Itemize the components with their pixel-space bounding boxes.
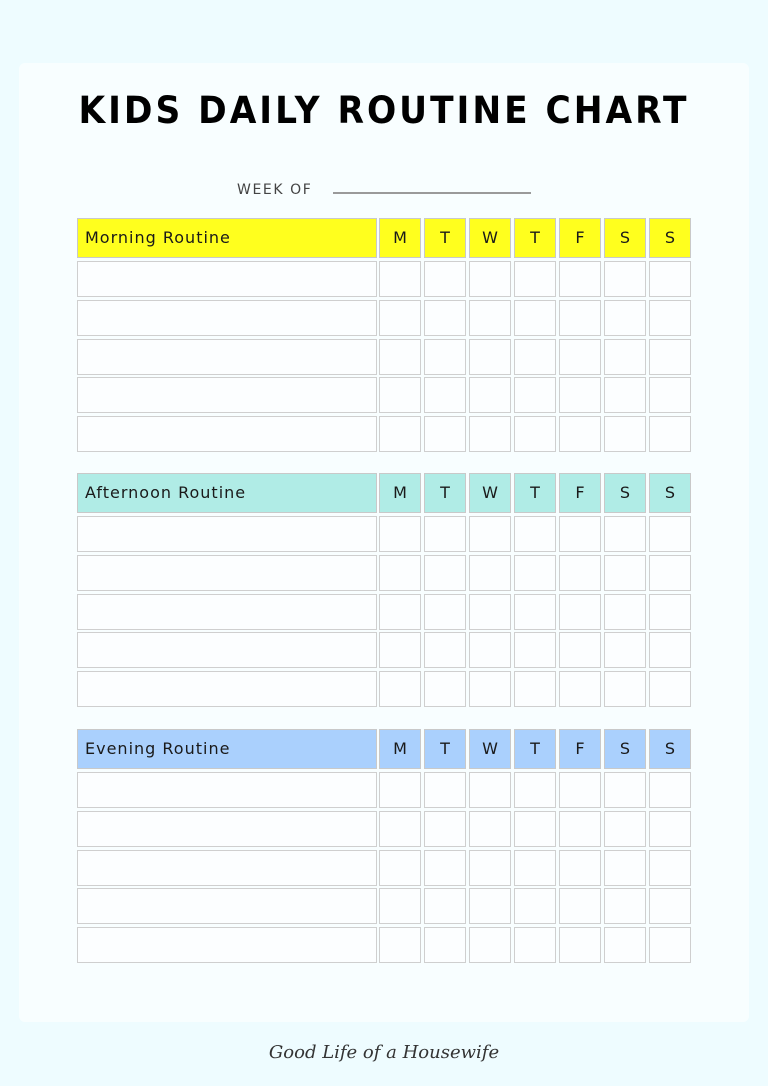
task-name-cell[interactable] (77, 927, 377, 963)
day-checkbox-cell[interactable] (469, 671, 511, 707)
day-checkbox-cell[interactable] (559, 339, 601, 375)
day-checkbox-cell[interactable] (604, 850, 646, 886)
day-header: S (604, 473, 646, 513)
day-checkbox-cell[interactable] (424, 632, 466, 668)
day-header: S (649, 729, 691, 769)
day-checkbox-cell[interactable] (424, 300, 466, 336)
day-checkbox-cell[interactable] (604, 555, 646, 591)
task-name-cell[interactable] (77, 594, 377, 630)
section-header-label: Morning Routine (77, 218, 377, 258)
day-checkbox-cell[interactable] (379, 850, 421, 886)
day-checkbox-cell[interactable] (559, 811, 601, 847)
day-checkbox-cell[interactable] (379, 261, 421, 297)
day-checkbox-cell[interactable] (379, 632, 421, 668)
day-checkbox-cell[interactable] (424, 927, 466, 963)
task-name-cell[interactable] (77, 300, 377, 336)
day-checkbox-cell[interactable] (379, 594, 421, 630)
task-name-cell[interactable] (77, 632, 377, 668)
day-checkbox-cell[interactable] (514, 632, 556, 668)
day-checkbox-cell[interactable] (514, 339, 556, 375)
day-checkbox-cell[interactable] (469, 632, 511, 668)
task-name-cell[interactable] (77, 516, 377, 552)
day-checkbox-cell[interactable] (559, 927, 601, 963)
week-of-field[interactable] (333, 192, 531, 194)
day-checkbox-cell[interactable] (469, 850, 511, 886)
day-checkbox-cell[interactable] (379, 300, 421, 336)
day-checkbox-cell[interactable] (379, 377, 421, 413)
day-checkbox-cell[interactable] (379, 888, 421, 924)
day-checkbox-cell[interactable] (379, 339, 421, 375)
day-checkbox-cell[interactable] (559, 261, 601, 297)
week-of-label: WEEK OF (237, 182, 313, 198)
day-checkbox-cell[interactable] (514, 555, 556, 591)
day-checkbox-cell[interactable] (559, 300, 601, 336)
day-checkbox-cell[interactable] (604, 516, 646, 552)
task-name-cell[interactable] (77, 888, 377, 924)
day-checkbox-cell[interactable] (469, 300, 511, 336)
day-header: M (379, 729, 421, 769)
day-header: T (424, 218, 466, 258)
day-checkbox-cell[interactable] (379, 927, 421, 963)
day-checkbox-cell[interactable] (649, 339, 691, 375)
day-checkbox-cell[interactable] (514, 772, 556, 808)
day-checkbox-cell[interactable] (649, 516, 691, 552)
task-name-cell[interactable] (77, 339, 377, 375)
day-checkbox-cell[interactable] (649, 594, 691, 630)
section-header-label: Evening Routine (77, 729, 377, 769)
day-header: T (424, 473, 466, 513)
day-checkbox-cell[interactable] (424, 555, 466, 591)
day-checkbox-cell[interactable] (604, 377, 646, 413)
task-name-cell[interactable] (77, 772, 377, 808)
day-header: F (559, 729, 601, 769)
task-name-cell[interactable] (77, 811, 377, 847)
evening-routine-table (77, 729, 692, 969)
day-checkbox-cell[interactable] (514, 594, 556, 630)
day-checkbox-cell[interactable] (649, 300, 691, 336)
task-name-cell[interactable] (77, 555, 377, 591)
day-header: S (649, 473, 691, 513)
day-checkbox-cell[interactable] (379, 811, 421, 847)
day-header: F (559, 218, 601, 258)
day-header: S (604, 218, 646, 258)
section-header-label: Afternoon Routine (77, 473, 377, 513)
day-checkbox-cell[interactable] (649, 772, 691, 808)
day-checkbox-cell[interactable] (424, 261, 466, 297)
day-checkbox-cell[interactable] (424, 516, 466, 552)
day-header: M (379, 218, 421, 258)
day-checkbox-cell[interactable] (559, 850, 601, 886)
page-title: KIDS DAILY ROUTINE CHART (78, 89, 690, 132)
day-checkbox-cell[interactable] (514, 416, 556, 452)
day-header: W (469, 729, 511, 769)
day-checkbox-cell[interactable] (469, 339, 511, 375)
day-checkbox-cell[interactable] (469, 594, 511, 630)
day-checkbox-cell[interactable] (469, 377, 511, 413)
day-checkbox-cell[interactable] (424, 339, 466, 375)
task-name-cell[interactable] (77, 850, 377, 886)
day-checkbox-cell[interactable] (649, 927, 691, 963)
day-checkbox-cell[interactable] (649, 377, 691, 413)
day-checkbox-cell[interactable] (469, 927, 511, 963)
footer-brand: Good Life of a Housewife (268, 1042, 500, 1063)
day-checkbox-cell[interactable] (514, 811, 556, 847)
day-checkbox-cell[interactable] (514, 300, 556, 336)
day-header: S (649, 218, 691, 258)
day-checkbox-cell[interactable] (559, 632, 601, 668)
day-checkbox-cell[interactable] (424, 594, 466, 630)
day-checkbox-cell[interactable] (559, 416, 601, 452)
day-header: S (604, 729, 646, 769)
day-checkbox-cell[interactable] (604, 594, 646, 630)
day-checkbox-cell[interactable] (604, 416, 646, 452)
task-name-cell[interactable] (77, 377, 377, 413)
day-checkbox-cell[interactable] (424, 850, 466, 886)
day-checkbox-cell[interactable] (424, 416, 466, 452)
day-header: T (514, 218, 556, 258)
day-checkbox-cell[interactable] (424, 811, 466, 847)
day-checkbox-cell[interactable] (604, 772, 646, 808)
day-checkbox-cell[interactable] (559, 516, 601, 552)
day-checkbox-cell[interactable] (559, 594, 601, 630)
day-checkbox-cell[interactable] (559, 555, 601, 591)
day-header: T (424, 729, 466, 769)
day-header: W (469, 218, 511, 258)
day-checkbox-cell[interactable] (514, 671, 556, 707)
day-header: T (514, 473, 556, 513)
day-checkbox-cell[interactable] (514, 850, 556, 886)
day-checkbox-cell[interactable] (469, 811, 511, 847)
day-checkbox-cell[interactable] (649, 632, 691, 668)
day-checkbox-cell[interactable] (604, 888, 646, 924)
day-header: F (559, 473, 601, 513)
day-checkbox-cell[interactable] (649, 811, 691, 847)
day-checkbox-cell[interactable] (424, 671, 466, 707)
day-checkbox-cell[interactable] (604, 671, 646, 707)
day-checkbox-cell[interactable] (649, 671, 691, 707)
day-checkbox-cell[interactable] (379, 555, 421, 591)
day-checkbox-cell[interactable] (604, 300, 646, 336)
day-checkbox-cell[interactable] (469, 416, 511, 452)
day-checkbox-cell[interactable] (604, 261, 646, 297)
day-checkbox-cell[interactable] (469, 772, 511, 808)
day-checkbox-cell[interactable] (649, 888, 691, 924)
day-checkbox-cell[interactable] (559, 888, 601, 924)
day-checkbox-cell[interactable] (514, 377, 556, 413)
day-checkbox-cell[interactable] (379, 772, 421, 808)
day-checkbox-cell[interactable] (469, 888, 511, 924)
day-checkbox-cell[interactable] (379, 671, 421, 707)
task-name-cell[interactable] (77, 671, 377, 707)
day-checkbox-cell[interactable] (649, 261, 691, 297)
day-checkbox-cell[interactable] (424, 377, 466, 413)
day-checkbox-cell[interactable] (604, 811, 646, 847)
day-header: W (469, 473, 511, 513)
day-checkbox-cell[interactable] (649, 555, 691, 591)
day-checkbox-cell[interactable] (514, 927, 556, 963)
day-checkbox-cell[interactable] (469, 555, 511, 591)
day-checkbox-cell[interactable] (424, 888, 466, 924)
day-checkbox-cell[interactable] (469, 261, 511, 297)
day-checkbox-cell[interactable] (514, 888, 556, 924)
day-checkbox-cell[interactable] (559, 772, 601, 808)
task-name-cell[interactable] (77, 416, 377, 452)
day-checkbox-cell[interactable] (424, 772, 466, 808)
day-checkbox-cell[interactable] (604, 927, 646, 963)
day-checkbox-cell[interactable] (559, 377, 601, 413)
day-header: M (379, 473, 421, 513)
day-checkbox-cell[interactable] (514, 516, 556, 552)
day-checkbox-cell[interactable] (379, 516, 421, 552)
day-header: T (514, 729, 556, 769)
day-checkbox-cell[interactable] (469, 516, 511, 552)
afternoon-routine-table (77, 473, 692, 713)
day-checkbox-cell[interactable] (604, 339, 646, 375)
day-checkbox-cell[interactable] (649, 416, 691, 452)
day-checkbox-cell[interactable] (559, 671, 601, 707)
day-checkbox-cell[interactable] (379, 416, 421, 452)
day-checkbox-cell[interactable] (649, 850, 691, 886)
day-checkbox-cell[interactable] (514, 261, 556, 297)
morning-routine-table (77, 218, 692, 458)
day-checkbox-cell[interactable] (604, 632, 646, 668)
task-name-cell[interactable] (77, 261, 377, 297)
